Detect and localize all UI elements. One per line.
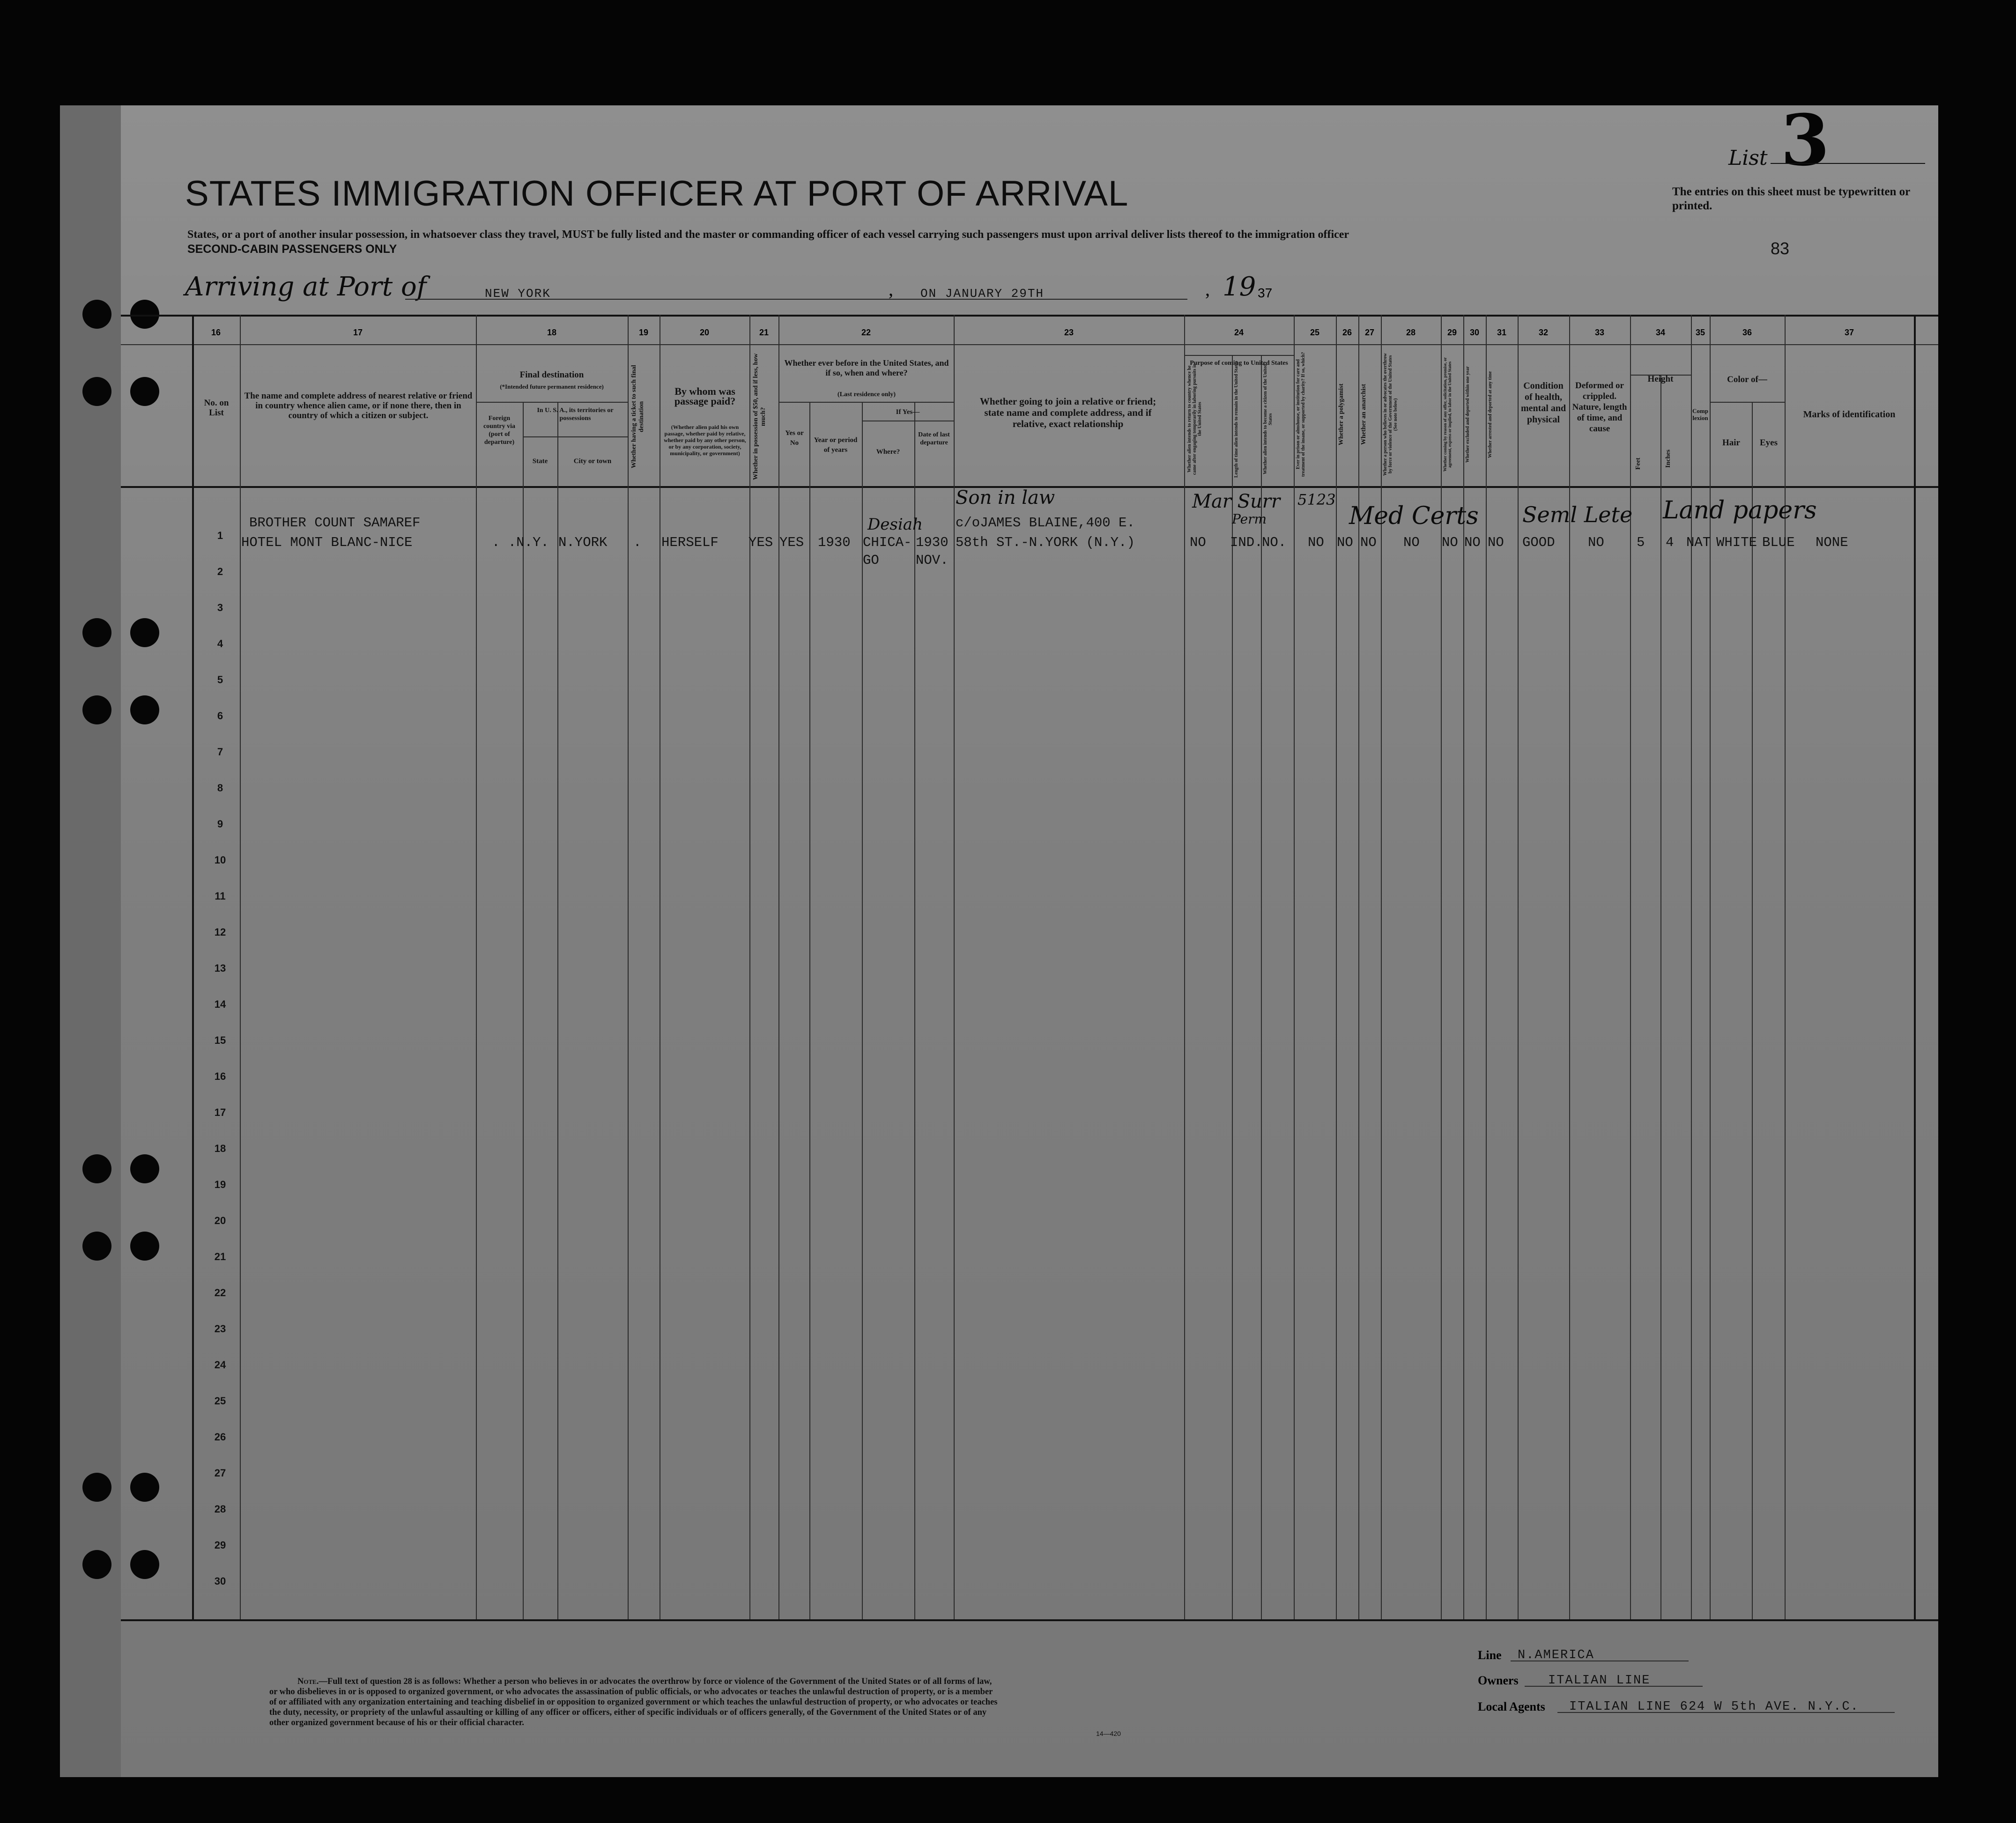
ticket-value: . (633, 535, 642, 550)
marks-value: NONE (1816, 535, 1848, 550)
column-number: 31 (1497, 328, 1507, 337)
form-number: 14—420 (1096, 1730, 1121, 1737)
row-number: 24 (214, 1359, 226, 1371)
arrival-date: ON JANUARY 29TH (920, 287, 1045, 301)
header-labor-offer: Whether coming by reason of any offer, solicitation, promise, or agreement, express or implied, to labor in the United States (1443, 357, 1452, 472)
marks-handwritten: Land papers (1663, 496, 1817, 524)
header-marks: Marks of identification (1803, 409, 1896, 420)
purpose-length: IND. (1230, 535, 1263, 550)
purpose-return: NO (1190, 535, 1206, 550)
row-number: 19 (214, 1179, 226, 1190)
row-number: 1 (217, 530, 223, 541)
line-label: Line (1478, 1648, 1502, 1662)
footnote-line5: other organized government because of his or their official character. (269, 1718, 524, 1727)
destination-city: N.YORK (558, 535, 608, 550)
row-number: 5 (217, 674, 223, 686)
column-number: 16 (211, 328, 221, 337)
header-date-departure: Date of last departure (918, 431, 950, 446)
list-number: 3 (1780, 99, 1830, 182)
punch-hole (130, 1473, 159, 1502)
header-joining: Whether going to join a relative or friend; state name and complete address, and if relative, exact relationship (979, 396, 1156, 429)
row-number: 4 (217, 638, 223, 649)
column-number: 24 (1234, 328, 1244, 337)
header-color-of: Color of— (1727, 375, 1767, 384)
row-number: 8 (217, 782, 223, 794)
header-anarchist: Whether an anarchist (1360, 384, 1367, 445)
row-number: 30 (214, 1575, 226, 1587)
purpose-handwritten: Mar Surr (1192, 491, 1281, 512)
agents-label: Local Agents (1478, 1700, 1545, 1713)
header-ticket: Whether having a ticket to such final destination (630, 365, 645, 469)
header-no-on-list: No. on List (204, 398, 229, 418)
arriving-line: Arriving at Port of NEW YORK , ON JANUARY 29TH , 19 37 (185, 272, 1273, 302)
row-number: 7 (217, 746, 223, 758)
departure-line1: 1930 (916, 535, 949, 550)
column-number: 18 (547, 328, 557, 337)
header-hair: Hair (1722, 438, 1740, 448)
header-overthrow: Whether a person who believes in or advocates the overthrow by force or violence of the Government of the United States (See note below) (1383, 353, 1398, 476)
line-owners-block (1478, 1648, 1899, 1742)
year-suffix: 37 (1258, 286, 1273, 300)
destination-state: . .N.Y. (492, 535, 549, 550)
header-before: Whether ever before in the United States, and if so, when and where? (784, 358, 949, 377)
code-handwritten: 5123 (1297, 491, 1336, 509)
row-number: 17 (214, 1107, 226, 1118)
punch-hole (130, 377, 159, 406)
column-number: 26 (1342, 328, 1352, 337)
header-health: Condition of health, mental and physical (1520, 381, 1566, 425)
column-number: 33 (1594, 328, 1605, 337)
column-number: 37 (1844, 328, 1854, 337)
money-value: YES (749, 535, 773, 550)
table-top-border (121, 315, 1938, 317)
row-number: 27 (214, 1467, 226, 1479)
row-number: 10 (214, 854, 226, 866)
page-title: STATES IMMIGRATION OFFICER AT PORT OF ARRIVAL (185, 174, 1129, 214)
subtitle-instructions: States, or a port of another insular possession, in whatsoever class they travel, MUST be fully listed and the master or commanding officer of each vessel carrying such passengers must upon arrival deliver lists thereof to the immigration officer (187, 229, 1349, 241)
joining-line2: 58th ST.-N.YORK (N.Y.) (956, 535, 1135, 550)
header-city: City or town (573, 458, 612, 465)
where-line2: GO (863, 553, 879, 568)
column-number: 25 (1310, 328, 1320, 337)
header-arrested: Whether arrested and deported at any time (1488, 371, 1493, 458)
header-foreign-country: Foreign country via (port of departure) (483, 415, 516, 446)
manifest-sheet (60, 105, 1938, 1777)
row-number: 12 (214, 926, 226, 938)
punch-hole (130, 300, 159, 329)
footnote-line4: the duty, necessity, or propriety of the unlawful assaulting or killing of any officer or officers, either of specific individuals or of officers generally, of the Government of the United States or of any (269, 1708, 987, 1717)
punch-hole (82, 1550, 111, 1579)
row-number: 15 (214, 1034, 226, 1046)
header-passage-note: (Whether alien paid his own passage, whether paid by relative, whether paid by any other person, or by any corporation, society, municipality, or government) (664, 424, 746, 457)
binding-strip (60, 105, 121, 1777)
header-polygamist: Whether a polygamist (1338, 384, 1345, 445)
entries-note: The entries on this sheet must be typewritten or printed. (1672, 185, 1910, 212)
anarchist-value: NO (1360, 535, 1377, 550)
row-number: 3 (217, 602, 223, 613)
height-feet: 5 (1637, 535, 1645, 550)
perm-handwritten: Perm (1232, 511, 1267, 527)
row-number: 14 (214, 998, 226, 1010)
where-handwritten: Desiah (867, 515, 923, 534)
punch-hole (82, 300, 111, 329)
row-number: 2 (217, 566, 223, 577)
header-excluded: Whether excluded and deported within one year (1465, 366, 1470, 463)
header-prison: Ever in prison or almshouse, or institution for care and treatment of the insane, or supported by charity? If so, which? (1296, 352, 1306, 477)
sheet-number: 83 (1771, 239, 1790, 258)
purpose-citizen: NO. (1262, 535, 1287, 550)
health-handwritten: Med Certs (1349, 502, 1479, 530)
header-height: Height (1647, 374, 1674, 384)
row-number: 6 (217, 710, 223, 722)
footnote (269, 1676, 1206, 1728)
header-deformed: Deformed or crippled. Nature, length of time, and cause (1572, 381, 1627, 434)
line-value: N.AMERICA (1518, 1648, 1594, 1662)
header-yes-no: Yes or No (785, 429, 804, 447)
departure-line2: NOV. (916, 553, 949, 568)
row-number: 18 (214, 1143, 226, 1154)
punch-hole (82, 618, 111, 647)
row-number: 29 (214, 1539, 226, 1551)
punch-hole (130, 618, 159, 647)
row-number: 26 (214, 1431, 226, 1443)
deformed-handwritten: Seml Lete (1522, 502, 1633, 527)
column-number: 29 (1447, 328, 1457, 337)
header-purpose: Purpose of coming to United States (1190, 360, 1288, 367)
list-block (1728, 99, 1925, 182)
row-number: 25 (214, 1395, 226, 1407)
year-prefix: 19 (1223, 272, 1256, 302)
before-year: 1930 (818, 535, 851, 550)
column-number: 27 (1364, 328, 1375, 337)
header-eyes: Eyes (1760, 438, 1778, 448)
footnote-line2: or who disbelieves in or is opposed to organized government, or who advocates the assassination of public officials, or who advocates or teaches the unlawful destruction of property, or is a member (269, 1687, 993, 1697)
header-year-period: Year or period of years (814, 436, 858, 454)
column-number: 36 (1742, 328, 1752, 337)
arrested-value: NO (1488, 535, 1504, 550)
row-number: 16 (214, 1070, 226, 1082)
header-feet: Feet (1635, 458, 1642, 470)
arrival-port: NEW YORK (485, 287, 551, 301)
header-passage: By whom was passage paid? (674, 385, 736, 407)
footnote-line1: —Full text of question 28 is as follows: Whether a person who believes in or advocates the overthrow by force or violence of the Government of the United States or of all forms of law, (319, 1677, 992, 1686)
subtitle-class: SECOND-CABIN PASSENGERS ONLY (187, 243, 397, 256)
row-number: 22 (214, 1287, 226, 1299)
row-number: 20 (214, 1215, 226, 1226)
punch-hole (82, 377, 111, 406)
header-final-destination: Final destination (519, 370, 584, 380)
column-number: 17 (353, 328, 363, 337)
footnote-line3: of or affiliated with any organization entertaining and teaching disbelief in or opposition to organized government or which teaches the unlawful destruction of property, or who advocates or teaches (269, 1698, 998, 1707)
list-label: List (1728, 146, 1768, 170)
punch-hole (82, 1154, 111, 1183)
header-complexion: Complexion (1692, 407, 1708, 421)
height-inches: 4 (1666, 535, 1674, 550)
header-state: State (532, 458, 548, 465)
column-number: 34 (1655, 328, 1666, 337)
owners-label: Owners (1478, 1674, 1519, 1687)
header-purpose-return: Whether alien intends to return to country whence he came after engaging temporarily in laboring pursuits in the United States (1187, 363, 1202, 475)
arriving-label: Arriving at Port of (185, 272, 427, 302)
joining-line1: c/oJAMES BLAINE,400 E. (956, 515, 1135, 531)
punch-hole (82, 695, 111, 724)
table-bottom-border (121, 1619, 1938, 1621)
column-number: 30 (1469, 328, 1480, 337)
header-purpose-citizen: Whether alien intends to become a citizen of the United States (1263, 364, 1273, 474)
deformed-value: NO (1588, 535, 1604, 550)
header-if-yes: If Yes— (896, 408, 920, 416)
row-number: 9 (217, 818, 223, 830)
complexion-value: NAT (1686, 535, 1711, 550)
header-final-destination-note: (*Intended future permanent residence) (500, 383, 604, 390)
header-where: Where? (876, 448, 900, 456)
overthrow-value: NO (1403, 535, 1420, 550)
polygamist-value: NO (1337, 535, 1353, 550)
before-yes-no: YES (779, 535, 804, 550)
relative-line2: HOTEL MONT BLANC-NICE (241, 535, 413, 550)
owners-value: ITALIAN LINE (1548, 1674, 1651, 1688)
footnote-title: Note. (297, 1677, 319, 1686)
row-number: 21 (214, 1251, 226, 1262)
punch-hole (130, 1550, 159, 1579)
punch-hole (130, 1232, 159, 1261)
header-in-usa: In U. S. A., its territories or possessions (537, 407, 614, 422)
column-number: 19 (638, 328, 649, 337)
column-number: 32 (1538, 328, 1549, 337)
column-number: 35 (1695, 328, 1705, 337)
header-inches: Inches (1665, 450, 1672, 468)
eye-color: BLUE (1762, 535, 1795, 550)
header-money: Whether in possession of $50, and if less, how much? (752, 353, 767, 480)
column-number: 20 (699, 328, 710, 337)
header-relative: The name and complete address of nearest relative or friend in country whence alien came, or if none there, then in country of which a citizen or subject. (244, 391, 473, 421)
punch-hole (130, 695, 159, 724)
row-number: 11 (215, 890, 226, 902)
punch-hole (82, 1232, 111, 1261)
column-number: 28 (1406, 328, 1416, 337)
agents-value: ITALIAN LINE 624 W 5th AVE. N.Y.C. (1569, 1700, 1859, 1714)
excluded-value: NO (1464, 535, 1481, 550)
row-number: 28 (214, 1503, 226, 1515)
health-value: GOOD (1522, 535, 1555, 550)
hair-color: WHITE (1716, 535, 1757, 550)
column-number: 23 (1064, 328, 1074, 337)
header-purpose-length: Length of time alien intends to remain in the United States (1234, 361, 1239, 478)
labor-offer-value: NO (1442, 535, 1458, 550)
joining-handwritten: Son in law (956, 487, 1055, 509)
where-line1: CHICA- (863, 535, 912, 550)
relative-line1: BROTHER COUNT SAMAREF (249, 515, 421, 531)
punch-hole (130, 1154, 159, 1183)
passage-paid-by: HERSELF (661, 535, 719, 550)
row-number: 13 (214, 962, 226, 974)
header-before-note: (Last residence only) (837, 391, 896, 398)
punch-hole (82, 1473, 111, 1502)
column-number: 21 (759, 328, 769, 337)
prison-value: NO (1308, 535, 1324, 550)
row-number: 23 (214, 1323, 226, 1335)
column-number: 22 (861, 328, 871, 337)
